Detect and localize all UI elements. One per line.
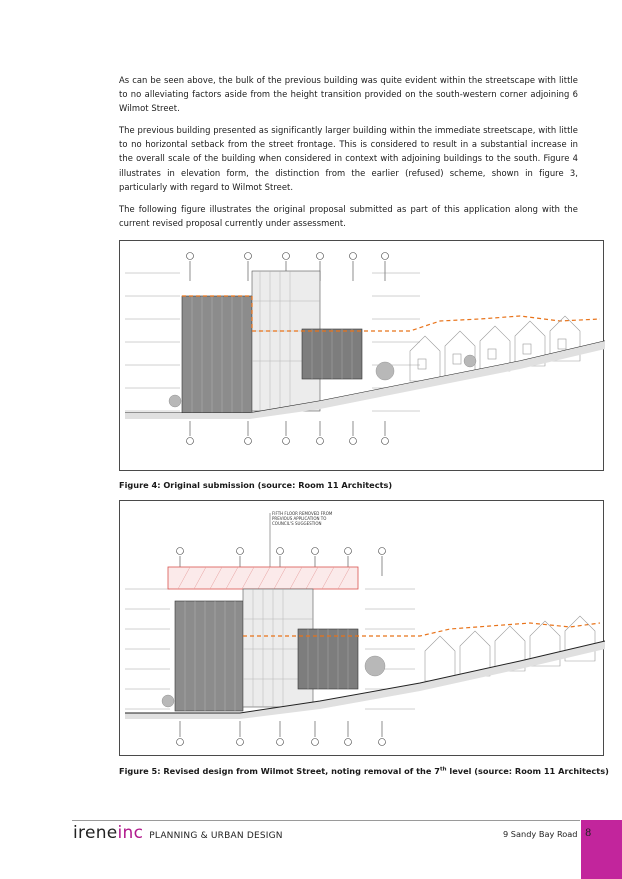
building-left-block (182, 296, 252, 416)
figure-5-image (119, 500, 604, 756)
level-lines-left (125, 273, 180, 411)
logo-inc: inc (117, 823, 144, 843)
footer-project-name: 9 Sandy Bay Road (503, 829, 578, 839)
annotation-line-2: PREVIOUS APPLICATION TO (272, 516, 327, 521)
paragraph-3: The following figure illustrates the original proposal submitted as part of this application along with the current revised proposal currently under assessment. (119, 204, 578, 229)
paragraph-1: As can be seen above, the bulk of the previous building was quite evident within the streetscape with little to no alleviating factors aside from the height transition provided on the south-western corner adjoining 6 Wilmot Street. (119, 75, 578, 114)
figure-4-image (119, 240, 604, 471)
logo-tagline: PLANNING & URBAN DESIGN (149, 831, 283, 841)
building-left-block (175, 601, 243, 711)
level-lines-left (125, 589, 170, 709)
paragraph-2: The previous building presented as significantly larger building within the immediate streetscape, with little to no horizontal setback from the street frontage. This is considered to result in a substantial increase in the overall scale of the building when considered in context with adjoining buildings to the south. Figure 4 illustrates in elevation form, the distinction from the earlier (refused) scheme, shown in figure 3, particularly with regard to Wilmot Street. (119, 125, 578, 192)
figure-5-caption (119, 766, 609, 776)
figure-5-caption-sup: th (439, 766, 447, 773)
grid-markers-bottom (177, 721, 386, 746)
annotation-line-1: FIFTH FLOOR REMOVED FROM (272, 511, 333, 516)
figure-4-elevation-drawing (120, 241, 605, 472)
figure-5-elevation-drawing (120, 501, 605, 757)
annotation-line-3: COUNCIL'S SUGGESTION (272, 521, 322, 526)
building-right-block (302, 329, 362, 379)
figure-5-caption-prefix: Figure 5: Revised design from Wilmot Street, noting removal of the 7 (119, 766, 440, 776)
page-number: 8 (585, 828, 592, 839)
removed-floor-block (168, 567, 358, 589)
logo-irene: irene (73, 823, 118, 843)
building-right-block (298, 629, 358, 689)
neighbouring-houses (425, 616, 595, 681)
figure-5-caption-suffix: level (source: Room 11 Architects) (446, 766, 609, 776)
figure-4-caption: Figure 4: Original submission (source: Room 11 Architects) (119, 480, 393, 490)
removed-floor-annotation (272, 511, 333, 526)
footer-logo (73, 823, 283, 843)
grid-markers-bottom (187, 421, 389, 445)
footer-divider (72, 820, 580, 821)
